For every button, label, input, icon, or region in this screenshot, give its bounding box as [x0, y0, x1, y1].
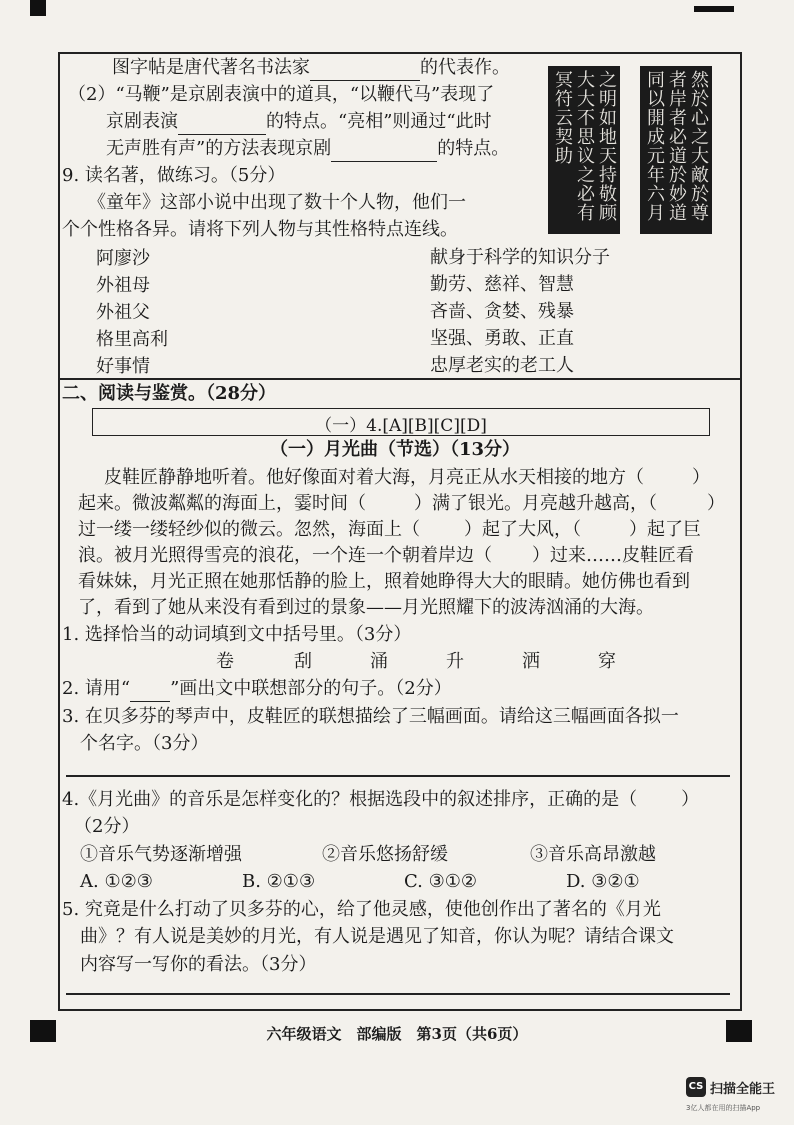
person-item[interactable]: 外祖母	[96, 275, 150, 296]
question-4-line2: （2分）	[74, 816, 140, 837]
q8-line4: 无声胜有声”的方法表现京剧 的特点。	[106, 137, 509, 162]
q9-desc1: 《童年》这部小说中出现了数十个人物，他们一	[88, 192, 466, 213]
question-4-line1: 4.《月光曲》的音乐是怎样变化的？根据选段中的叙述排序，正确的是（ ）	[62, 789, 700, 810]
verb-option: 卷	[216, 651, 234, 672]
section2-title: 二、阅读与鉴赏。（28分）	[62, 383, 277, 404]
order-item: ②音乐悠扬舒缓	[322, 844, 448, 865]
answer-line[interactable]	[66, 775, 730, 777]
person-item[interactable]: 格里高利	[96, 329, 168, 350]
answer-card-box[interactable]: （一）4.[A][B][C][D]	[92, 408, 710, 436]
scanner-tagline: 3亿人都在用的扫描App	[686, 1104, 761, 1112]
calligraphy-sample-left: 之明如地天持敬顾大大不思议之必有冥符云契助	[548, 66, 620, 234]
choice-option-c[interactable]: C. ③①②	[404, 871, 477, 892]
answer-blank[interactable]	[331, 137, 437, 162]
passage-line: 看妹妹，月光正照在她那恬静的脸上，照着她睁得大大的眼睛。她仿佛也看到	[78, 571, 690, 592]
q8-line1: 图字帖是唐代著名书法家 的代表作。	[112, 56, 510, 81]
trait-item[interactable]: 吝啬、贪婪、残暴	[430, 301, 574, 322]
passage-title: （一）月光曲（节选）（13分）	[270, 439, 521, 460]
q9-title: 9. 读名著，做练习。（5分）	[62, 165, 286, 186]
page-footer: 六年级语文 部编版 第3页（共6页）	[266, 1025, 528, 1043]
question-2: 2. 请用“ ”画出文中联想部分的句子。（2分）	[62, 677, 452, 702]
verb-option: 洒	[522, 651, 540, 672]
trait-item[interactable]: 忠厚老实的老工人	[430, 355, 574, 376]
order-item: ①音乐气势逐渐增强	[80, 844, 242, 865]
question-3-line1: 3. 在贝多芬的琴声中，皮鞋匠的联想描绘了三幅画面。请给这三幅画面各拟一	[62, 706, 679, 727]
verb-option: 穿	[598, 651, 616, 672]
order-item: ③音乐高昂激越	[530, 844, 656, 865]
corner-mark-top-left	[30, 0, 46, 16]
person-item[interactable]: 好事情	[96, 356, 150, 377]
q9-desc2: 个个性格各异。请将下列人物与其性格特点连线。	[62, 219, 458, 240]
verb-option: 升	[446, 651, 464, 672]
question-3-line2: 个名字。（3分）	[80, 733, 209, 754]
choice-option-d[interactable]: D. ③②①	[566, 871, 640, 892]
question-5-line2: 曲》？有人说是美妙的月光，有人说是遇见了知音，你认为呢？请结合课文	[80, 926, 674, 947]
q8-line3: 京剧表演 的特点。“亮相”则通过“此时	[106, 110, 492, 135]
verb-option: 刮	[294, 651, 312, 672]
question-5-line1: 5. 究竟是什么打动了贝多芬的心，给了他灵感，使他创作出了著名的《月光	[62, 899, 661, 920]
answer-line[interactable]	[66, 993, 730, 995]
answer-blank[interactable]	[130, 677, 170, 702]
answer-blank[interactable]	[310, 56, 420, 81]
scanner-logo-icon: CS	[686, 1077, 706, 1097]
scanner-app-name: 扫描全能王	[710, 1082, 776, 1097]
choice-option-b[interactable]: B. ②①③	[242, 871, 316, 892]
trait-item[interactable]: 献身于科学的知识分子	[430, 247, 610, 268]
question-5-line3: 内容写一写你的看法。（3分）	[80, 954, 317, 975]
verb-option: 涌	[370, 651, 388, 672]
passage-line: 了，看到了她从来没有看到过的景象——月光照耀下的波涛汹涌的大海。	[78, 597, 654, 618]
person-item[interactable]: 阿廖沙	[96, 248, 150, 269]
answer-blank[interactable]	[178, 110, 266, 135]
trait-item[interactable]: 坚强、勇敢、正直	[430, 328, 574, 349]
corner-mark-top-right	[694, 6, 734, 12]
trait-item[interactable]: 勤劳、慈祥、智慧	[430, 274, 574, 295]
passage-line: 起来。微波粼粼的海面上，霎时间（ ）满了银光。月亮越升越高，（ ）	[78, 493, 725, 514]
passage-line: 过一缕一缕轻纱似的微云。忽然，海面上（ ）起了大风，（ ）起了巨	[78, 519, 701, 540]
question-1: 1. 选择恰当的动词填到文中括号里。（3分）	[62, 624, 412, 645]
person-item[interactable]: 外祖父	[96, 302, 150, 323]
section-divider	[58, 378, 740, 380]
passage-line: 浪。被月光照得雪亮的浪花，一个连一个朝着岸边（ ）过来……皮鞋匠看	[78, 545, 694, 566]
passage-line: 皮鞋匠静静地听着。他好像面对着大海，月亮正从水天相接的地方（ ）	[104, 467, 710, 488]
choice-option-a[interactable]: A. ①②③	[80, 871, 153, 892]
q8-line2: （2）“马鞭”是京剧表演中的道具，“以鞭代马”表现了	[68, 84, 495, 105]
calligraphy-sample-right: 然於心之大敵於尊者岸者必道於妙道同以開成元年六月	[640, 66, 712, 234]
